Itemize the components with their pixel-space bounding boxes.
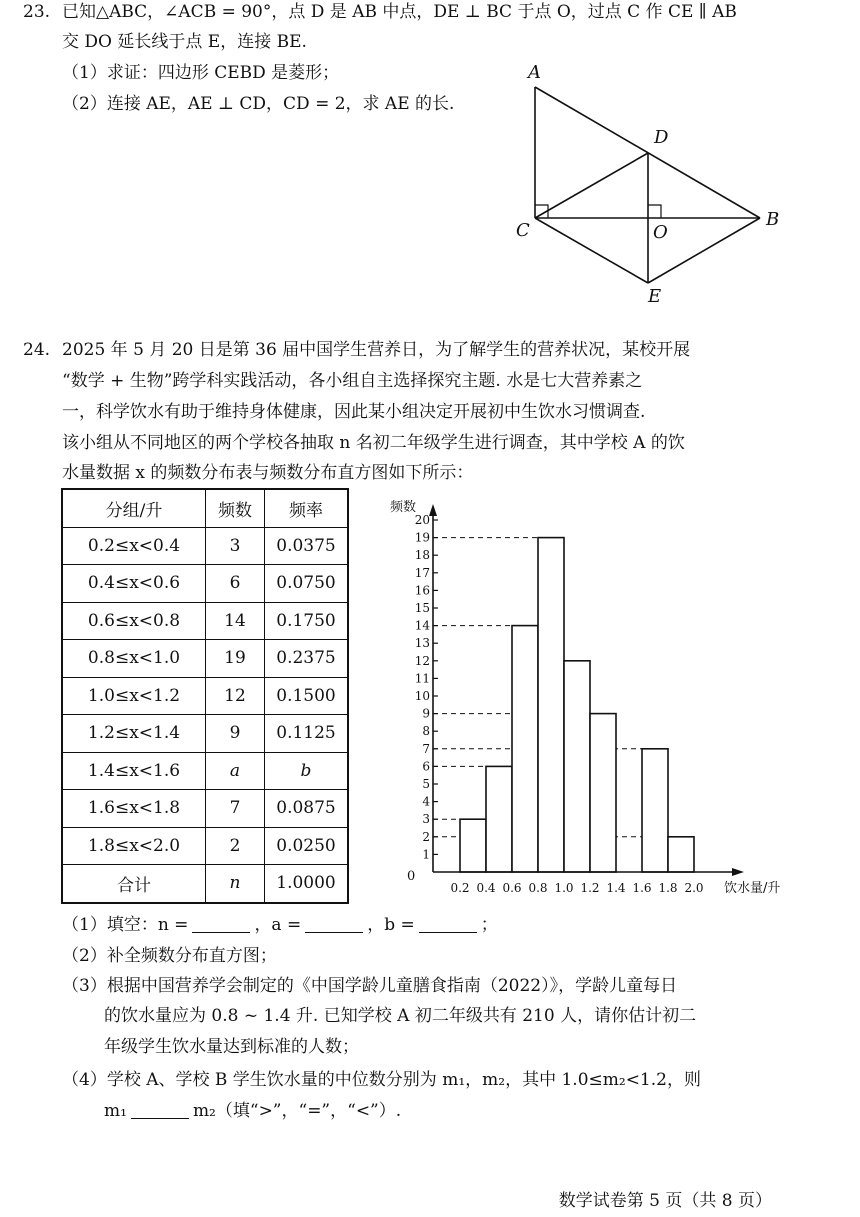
histogram-bar (486, 766, 512, 872)
x-tick-label: 1.0 (554, 881, 574, 895)
q24-part-4-line-1: （4）学校 A、学校 B 学生饮水量的中位数分别为 m₁，m₂，其中 1.0≤m₂<1.2，则 (62, 1070, 701, 1090)
question-23-number: 23. (23, 2, 51, 22)
y-tick-label: 20 (414, 513, 430, 527)
label-D: D (654, 127, 669, 148)
y-tick-label: 17 (414, 565, 430, 580)
histogram (378, 488, 798, 908)
table-cell: 1.6≤x<1.8 (62, 790, 206, 828)
y-tick-label: 16 (414, 583, 430, 598)
table-cell: 1.8≤x<2.0 (62, 827, 206, 865)
table-cell: 3 (206, 527, 265, 565)
question-23-part-2: （2）连接 AE，AE ⊥ CD，CD = 2，求 AE 的长. (62, 94, 455, 114)
y-tick-label: 5 (422, 777, 430, 791)
histogram-bar (564, 661, 590, 872)
segment-CD (535, 153, 648, 218)
label-C: C (516, 220, 530, 241)
y-tick-label: 2 (422, 829, 430, 844)
q24-part-4-line-2 (104, 1099, 401, 1123)
table-header-row (62, 489, 348, 527)
table-cell: 0.1500 (265, 677, 349, 715)
q24-part-1-label: （1）填空： (62, 915, 158, 935)
label-E: E (648, 286, 662, 307)
question-24-line-1: 2025 年 5 月 20 日是第 36 届中国学生营养日，为了解学生的营养状况，某校开展 (62, 340, 691, 360)
q24-part-3-line-2: 的饮水量应为 0.8 ~ 1.4 升. 已知学校 A 初二年级共有 210 人，请你估计初二 (104, 1006, 697, 1026)
label-A: A (528, 62, 541, 83)
table-cell: 6 (206, 565, 265, 603)
histogram-bar (642, 749, 668, 872)
histogram-bar (460, 819, 486, 872)
segment-CE (535, 218, 648, 283)
y-tick-label: 14 (414, 618, 430, 633)
histogram-bar (538, 538, 564, 872)
y-axis-arrow (429, 504, 437, 516)
y-tick-label: 8 (422, 724, 430, 739)
y-tick-label: 13 (414, 636, 430, 651)
m1-label: m₁ (104, 1101, 127, 1121)
histogram-bar (668, 837, 694, 872)
y-tick-label: 7 (422, 741, 430, 756)
table-cell: a (206, 752, 265, 790)
table-row (62, 677, 348, 715)
question-24-number: 24. (23, 340, 51, 360)
x-tick-label: 0.6 (502, 881, 522, 895)
page-footer: 数学试卷第 5 页（共 8 页） (558, 1191, 772, 1211)
y-tick-label: 15 (414, 601, 430, 615)
table-cell: 0.2375 (265, 640, 349, 678)
n-blank (192, 916, 250, 933)
y-axis-title: 频数 (390, 500, 417, 515)
x-tick-label: 1.4 (606, 881, 626, 895)
table-cell: 1.0≤x<1.2 (62, 677, 206, 715)
table-cell: 0.1750 (265, 602, 349, 640)
x-tick-label: 0.4 (476, 881, 496, 895)
table-cell: 1.2≤x<1.4 (62, 715, 206, 753)
table-cell: 19 (206, 640, 265, 678)
table-cell: 0.4≤x<0.6 (62, 565, 206, 603)
y-tick-label: 18 (414, 548, 430, 563)
table-cell: 1.0000 (265, 865, 349, 903)
table-cell: 12 (206, 677, 265, 715)
x-tick-label: 2.0 (684, 881, 704, 895)
table-cell: 7 (206, 790, 265, 828)
origin-label: 0 (407, 869, 416, 884)
table-row (62, 790, 348, 828)
table-cell: 0.1125 (265, 715, 349, 753)
q24-part-2: （2）补全频数分布直方图； (62, 946, 277, 966)
table-cell: 0.0875 (265, 790, 349, 828)
y-tick-label: 9 (422, 706, 430, 721)
question-24-line-2: “数学 + 生物”跨学科实践活动，各小组自主选择探究主题. 水是七大营养素之 (62, 371, 643, 391)
table-header: 分组/升 (62, 489, 206, 527)
y-tick-label: 11 (414, 671, 430, 686)
y-tick-label: 12 (414, 653, 430, 668)
table-header: 频率 (265, 489, 349, 527)
table-cell: 9 (206, 715, 265, 753)
table-row (62, 865, 348, 903)
table-cell: 0.0250 (265, 827, 349, 865)
n-label: n = (157, 915, 189, 935)
table-row (62, 565, 348, 603)
question-23-line-1: 已知△ABC，∠ACB = 90°，点 D 是 AB 中点，DE ⊥ BC 于点 O，过点 C 作 CE ∥ AB (62, 2, 737, 22)
table-row (62, 752, 348, 790)
b-blank (419, 916, 477, 933)
q24-part-1 (62, 913, 498, 937)
question-23-line-2: 交 DO 延长线于点 E，连接 BE. (62, 32, 307, 52)
table-row (62, 715, 348, 753)
label-B: B (766, 209, 780, 230)
table-cell: 0.8≤x<1.0 (62, 640, 206, 678)
y-tick-label: 10 (414, 689, 430, 703)
rhombus-figure (0, 0, 860, 320)
right-angle-mark-O (648, 205, 661, 218)
table-row (62, 640, 348, 678)
q24-part-3-line-3: 年级学生饮水量达到标准的人数； (104, 1037, 359, 1057)
table-cell: 2 (206, 827, 265, 865)
x-tick-label: 1.8 (658, 881, 678, 895)
table-row (62, 527, 348, 565)
table-cell: n (206, 865, 265, 903)
y-tick-label: 19 (414, 530, 430, 545)
y-tick-label: 6 (422, 759, 430, 774)
table-cell: 14 (206, 602, 265, 640)
question-24-line-3: 一，科学饮水有助于维持身体健康，因此某小组决定开展初中生饮水习惯调查. (62, 402, 646, 422)
label-O: O (653, 222, 668, 243)
table-row (62, 827, 348, 865)
compare-blank (131, 1102, 189, 1119)
question-23-part-1: （1）求证：四边形 CEBD 是菱形； (62, 63, 340, 83)
table-cell: 0.2≤x<0.4 (62, 527, 206, 565)
question-24-line-4: 该小组从不同地区的两个学校各抽取 n 名初二年级学生进行调查，其中学校 A 的饮 (62, 433, 685, 453)
frequency-table (61, 488, 349, 904)
q24-part-3-line-1: （3）根据中国营养学会制定的《中国学龄儿童膳食指南（2022）》，学龄儿童每日 (62, 976, 678, 996)
table-row (62, 602, 348, 640)
y-tick-label: 3 (422, 812, 430, 827)
histogram-bar (590, 714, 616, 872)
x-tick-label: 0.2 (450, 881, 470, 895)
a-blank (305, 916, 363, 933)
part-1-end: ； (480, 915, 498, 935)
x-tick-label: 1.6 (632, 881, 652, 895)
x-axis-arrow (732, 868, 744, 876)
b-label: ，b = (367, 915, 415, 935)
table-cell: b (265, 752, 349, 790)
table-cell: 0.6≤x<0.8 (62, 602, 206, 640)
a-label: ，a = (254, 915, 302, 935)
x-tick-label: 0.8 (528, 881, 548, 895)
x-axis-title: 饮水量/升 (724, 881, 781, 896)
table-cell: 1.4≤x<1.6 (62, 752, 206, 790)
y-tick-label: 1 (422, 847, 430, 862)
y-tick-label: 4 (422, 794, 430, 809)
table-cell: 0.0375 (265, 527, 349, 565)
table-cell: 0.0750 (265, 565, 349, 603)
m2-label: m₂（填“>”，“=”，“<”）. (192, 1101, 402, 1121)
table-cell: 合计 (62, 865, 206, 903)
question-24-line-5: 水量数据 x 的频数分布表与频数分布直方图如下所示： (62, 463, 474, 483)
table-header: 频数 (206, 489, 265, 527)
x-tick-label: 1.2 (580, 881, 600, 895)
histogram-bar (512, 626, 538, 872)
